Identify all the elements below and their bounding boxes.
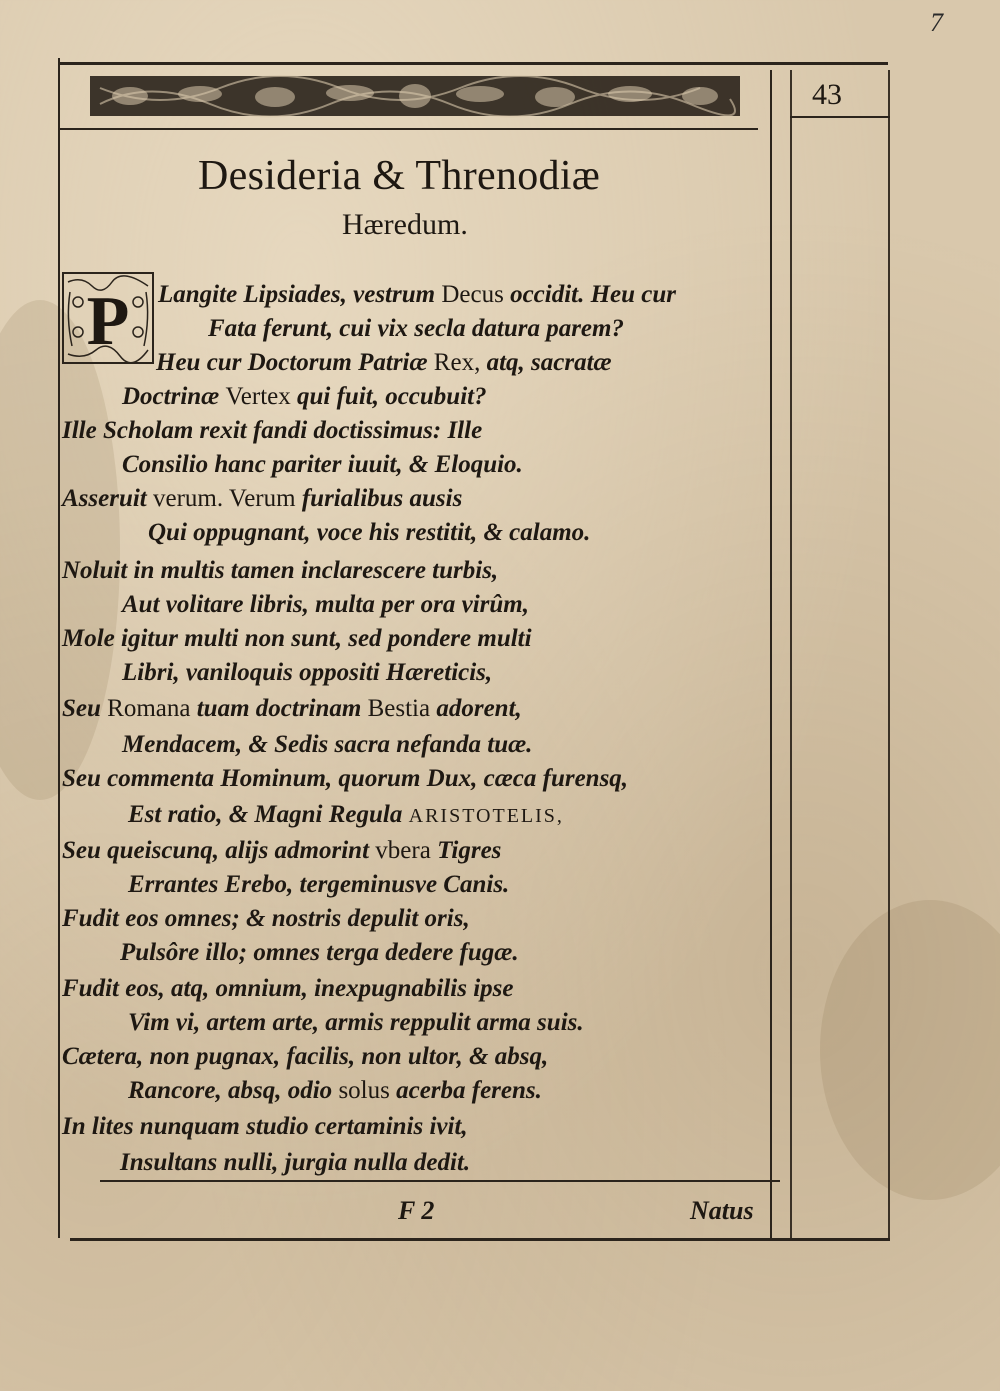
poem-line: Fudit eos omnes; & nostris depulit oris,	[62, 905, 470, 932]
poem-line: Qui oppugnant, voce his restitit, & calamo.	[148, 519, 591, 546]
poem-line: Libri, vaniloquis oppositi Hæreticis,	[122, 659, 493, 686]
poem-line: Fata ferunt, cui vix secla datura parem?	[208, 315, 624, 342]
poem-line: Rancore, absq, odio solus acerba ferens.	[128, 1077, 542, 1104]
page-title: Desideria & Threnodiæ	[198, 153, 601, 199]
poem-line: Mole igitur multi non sunt, sed pondere multi	[62, 625, 532, 652]
poem-line: Langite Lipsiades, vestrum Decus occidit. Heu cur	[158, 281, 677, 308]
catchword: Natus	[690, 1196, 754, 1225]
poem-line: Seu commenta Hominum, quorum Dux, cæca furensq,	[62, 765, 629, 792]
poem-line: Ille Scholam rexit fandi doctissimus: Ille	[62, 417, 483, 444]
poem-line: Mendacem, & Sedis sacra nefanda tuæ.	[122, 731, 533, 758]
signature-mark: F 2	[398, 1196, 435, 1225]
poem-line: Doctrinæ Vertex qui fuit, occubuit?	[122, 383, 487, 410]
poem-line: In lites nunquam studio certaminis ivit,	[62, 1113, 468, 1140]
poem-line: Heu cur Doctorum Patriæ Rex, atq, sacratæ	[156, 349, 612, 376]
poem-line: Est ratio, & Magni Regula ARISTOTELIS,	[128, 801, 564, 828]
poem-line: Fudit eos, atq, omnium, inexpugnabilis ipse	[62, 975, 514, 1002]
poem-line: Asseruit verum. Verum furialibus ausis	[62, 485, 463, 512]
poem-line: Vim vi, artem arte, armis reppulit arma suis.	[128, 1009, 584, 1036]
poem-line: Cætera, non pugnax, facilis, non ultor, & absq,	[62, 1043, 549, 1070]
page-number: 43	[812, 78, 842, 111]
poem-line: Insultans nulli, jurgia nulla dedit.	[120, 1149, 471, 1176]
handwritten-corner-note: 7	[930, 8, 943, 37]
poem-line: Aut volitare libris, multa per ora virûm,	[122, 591, 529, 618]
poem-line: Noluit in multis tamen inclarescere turbis,	[62, 557, 499, 584]
poem-line: Errantes Erebo, tergeminusve Canis.	[128, 871, 510, 898]
poem-line: Seu queiscunq, alijs admorint vbera Tigres	[62, 837, 502, 864]
svg-text:P: P	[86, 283, 130, 360]
poem-line: Seu Romana tuam doctrinam Bestia adorent,	[62, 695, 522, 722]
poem-line: Consilio hanc pariter iuuit, & Eloquio.	[122, 451, 523, 478]
poem-line: Pulsôre illo; omnes terga dedere fugæ.	[120, 939, 519, 966]
page-subtitle: Hæredum.	[342, 208, 468, 241]
